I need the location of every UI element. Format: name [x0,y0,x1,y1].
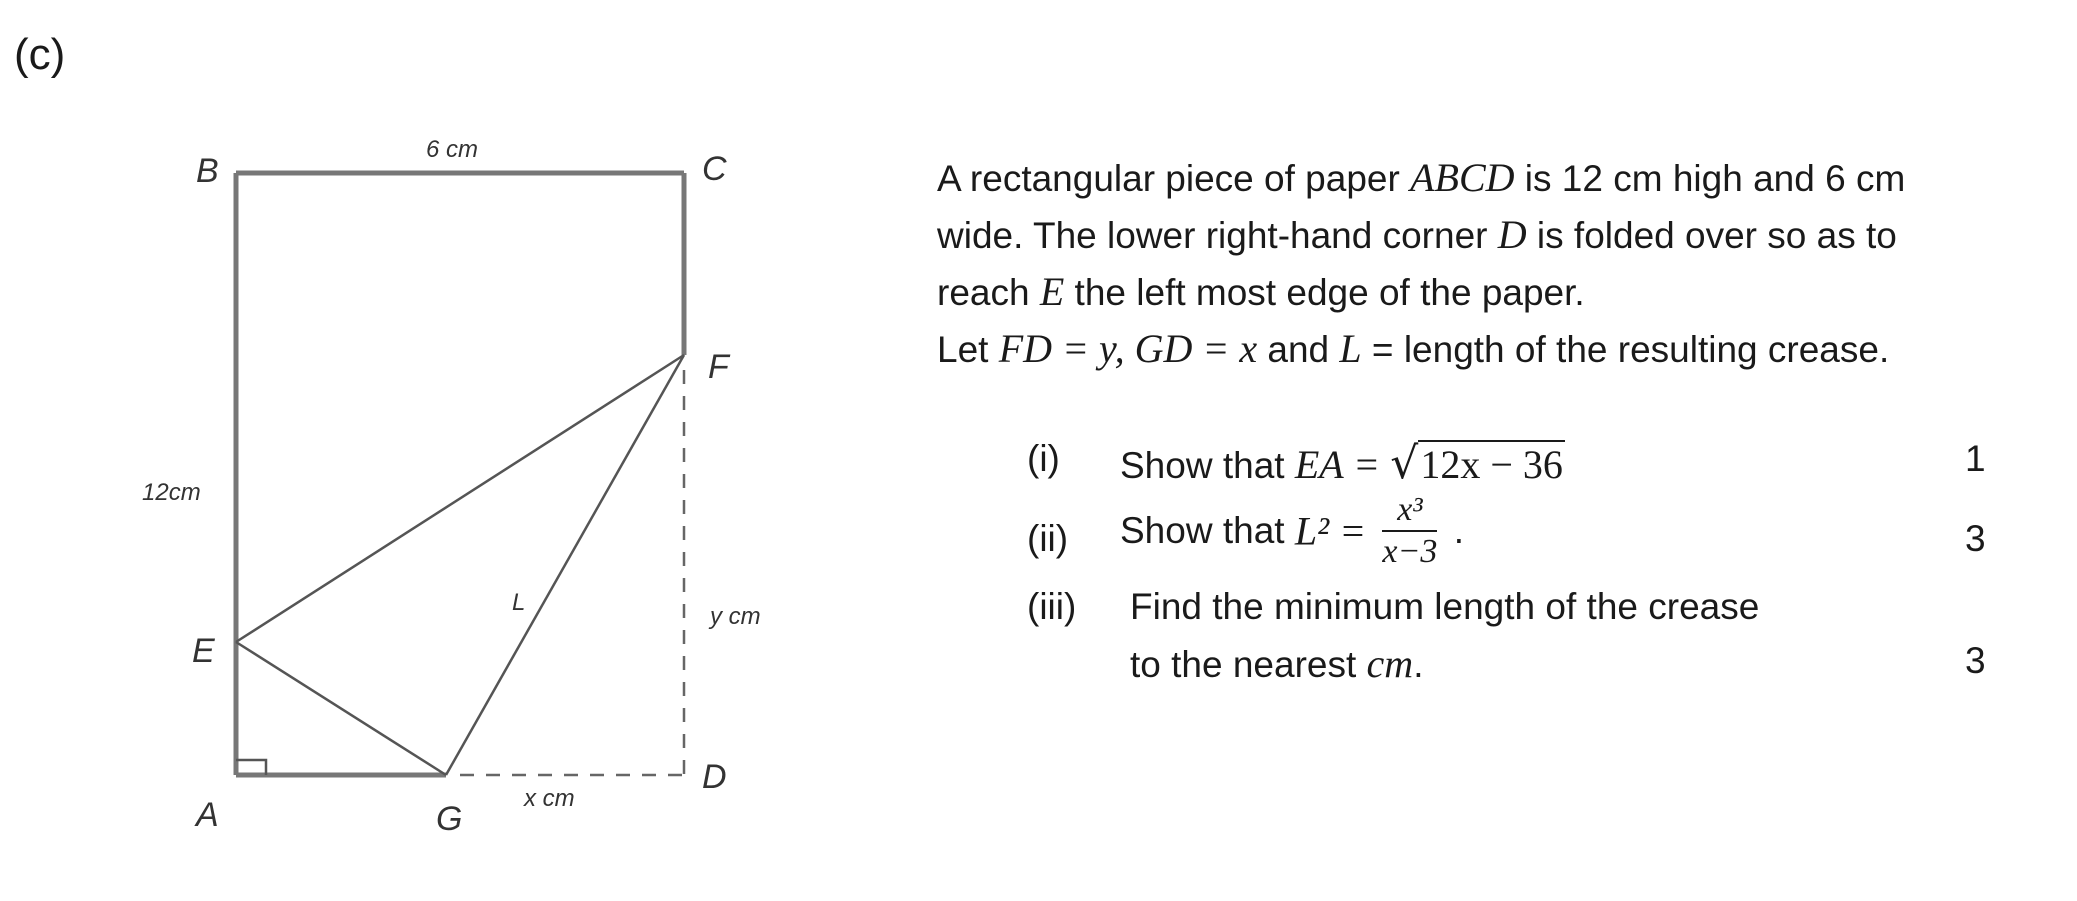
question-text: Show that L² = $\frac{\text{x³}}{x-3}$ . [1120,491,1464,570]
question-text-line-1: Find the minimum length of the crease [1130,586,1760,627]
vertex-b: B [196,152,219,190]
problem-line-1: A rectangular piece of paper ABCD is 12 cm high and 6 cm [937,155,1906,200]
segment-ef [236,355,684,642]
fraction: $\frac{\text{x³}}{x-3}$ [1382,491,1438,570]
problem-statement [937,150,2057,378]
label-gd: x cm [524,785,575,812]
crease-fg [446,355,684,775]
question-text-line-2: to the nearest cm. [1130,641,1424,686]
label-height: 12cm [142,479,201,506]
problem-line-4: Let FD = y, GD = x and L = length of the resulting crease. [937,326,1890,371]
question-iii [877,586,2007,696]
vertex-d: D [702,758,727,796]
question-text: Show that EA = √12x − 36 [1120,438,1563,489]
label-crease: L [512,589,526,616]
question-ii [877,490,2007,590]
problem-line-2: wide. The lower right-hand corner D is folded over so as to [937,212,1897,257]
square-root: √12x − 36 [1390,438,1563,489]
vertex-g: G [436,800,463,838]
fold-diagram [0,0,900,901]
problem-line-3: reach E the left most edge of the paper. [937,269,1585,314]
part-label: (c) [14,30,66,79]
mark-value: 1 [1965,438,1986,479]
segment-eg [236,642,446,775]
mark-value: 3 [1965,640,1986,681]
mark-value: 3 [1965,518,1986,559]
vertex-f: F [708,348,729,386]
question-number: (i) [1027,438,1060,479]
label-fd: y cm [710,603,761,630]
vertex-e: E [192,632,215,670]
vertex-a: A [196,796,219,834]
label-width: 6 cm [426,136,479,163]
question-number: (iii) [1027,586,1077,627]
question-number: (ii) [1027,518,1069,559]
vertex-c: C [702,150,727,188]
question-i [877,438,2007,498]
